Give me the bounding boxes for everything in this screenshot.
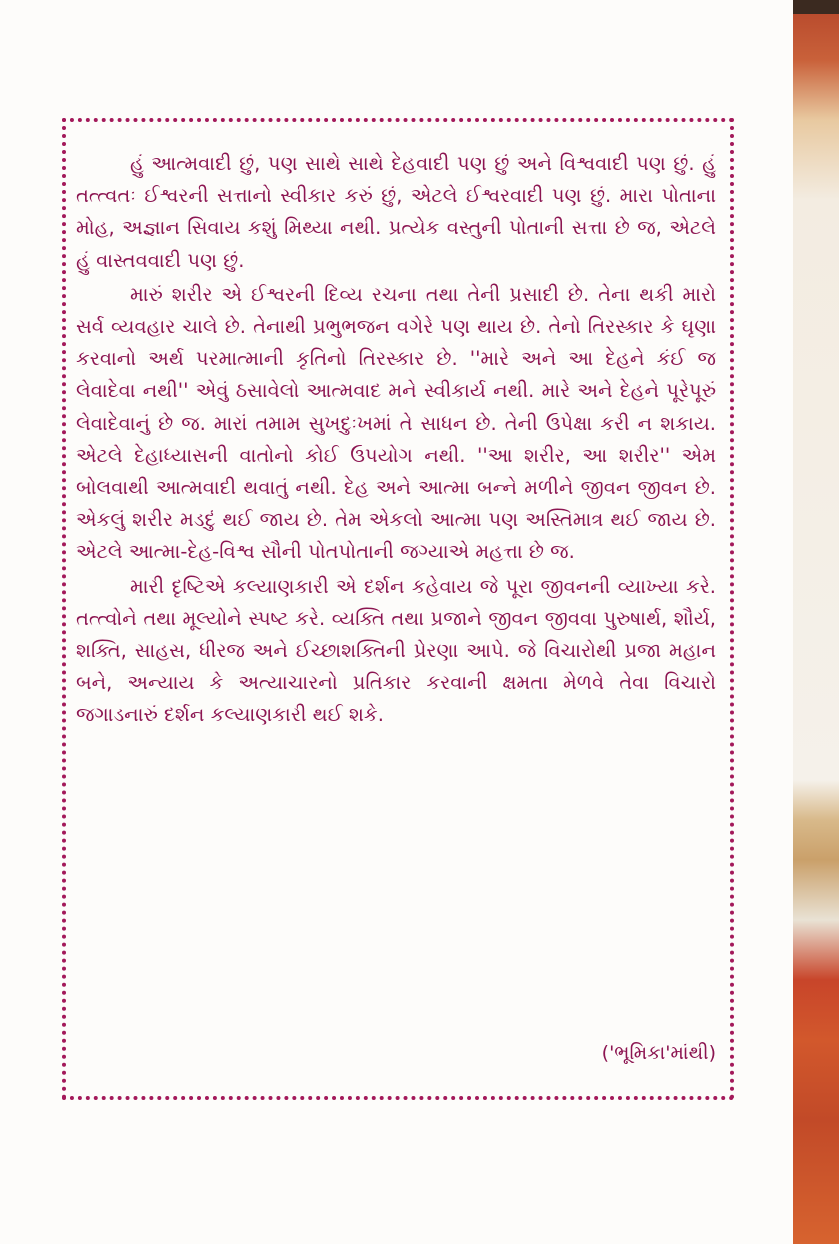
spine-dark-patch (793, 0, 839, 14)
source-citation: ('ભૂમિકા'માંથી) (601, 1042, 716, 1064)
paragraph-2: મારું શરીર એ ઈશ્વરની દિવ્ય રચના તથા તેની પ્રસાદી છે. તેના થકી મારો સર્વ વ્યવહાર ચાલે છે. તેનાથી પ્રભુભજન વગેરે પણ થાય છે. તેનો તિરસ્કાર કે ઘૃણા કરવાનો અર્થ પરમાત્માની કૃતિનો તિરસ્કાર છે. ''મારે અને આ દેહને કંઈ જ લેવાદેવા નથી'' એવું ઠસાવેલો આત્મવાદ મને સ્વીકાર્ય નથી. મારે અને દેહને પૂરેપૂરું લેવાદેવાનું છે જ. મારાં તમામ સુખદુઃખમાં તે સાધન છે. તેની ઉપેક્ષા કરી ન શકાય. એટલે દેહાધ્યાસની વાતોનો કોઈ ઉપયોગ નથી. ''આ શરીર, આ શરીર'' એમ બોલવાથી આત્મવાદી થવાતું નથી. દેહ અને આત્મા બન્ને મળીને જીવન જીવન છે. એકલું શરીર મડદું થઈ જાય છે. તેમ એકલો આત્મા પણ અસ્તિમાત્ર થઈ જાય છે. એટલે આત્મા-દેહ-વિશ્વ સૌની પોતપોતાની જગ્યાએ મહત્તા છે જ. (76, 282, 716, 564)
paragraph-1: હું આત્મવાદી છું, પણ સાથે સાથે દેહવાદી પણ છું અને વિશ્વવાદી પણ છું. હું તત્ત્વતઃ ઈશ્વરની સત્તાનો સ્વીકાર કરું છું, એટલે ઈશ્વરવાદી પણ છું. મારા પોતાના મોહ, અજ્ઞાન સિવાય કશું મિથ્યા નથી. પ્રત્યેક વસ્તુની પોતાની સત્તા છે જ, એટલે હું વાસ્તવવાદી પણ છું. (76, 152, 716, 272)
quote-text-block (76, 148, 716, 734)
book-spine-edge (793, 0, 839, 1244)
paragraph-3: મારી દૃષ્ટિએ કલ્યાણકારી એ દર્શન કહેવાય જે પૂરા જીવનની વ્યાખ્યા કરે. તત્ત્વોને તથા મૂલ્યોને સ્પષ્ટ કરે. વ્યક્તિ તથા પ્રજાને જીવન જીવવા પુરુષાર્થ, શૌર્ય, શક્તિ, સાહસ, ધીરજ અને ઈચ્છાશક્તિની પ્રેરણા આપે. જે વિચારોથી પ્રજા મહાન બને, અન્યાય કે અત્યાચારનો પ્રતિકાર કરવાની ક્ષમતા મેળવે તેવા વિચારો જગાડનારું દર્શન કલ્યાણકારી થઈ શકે. (76, 574, 716, 727)
